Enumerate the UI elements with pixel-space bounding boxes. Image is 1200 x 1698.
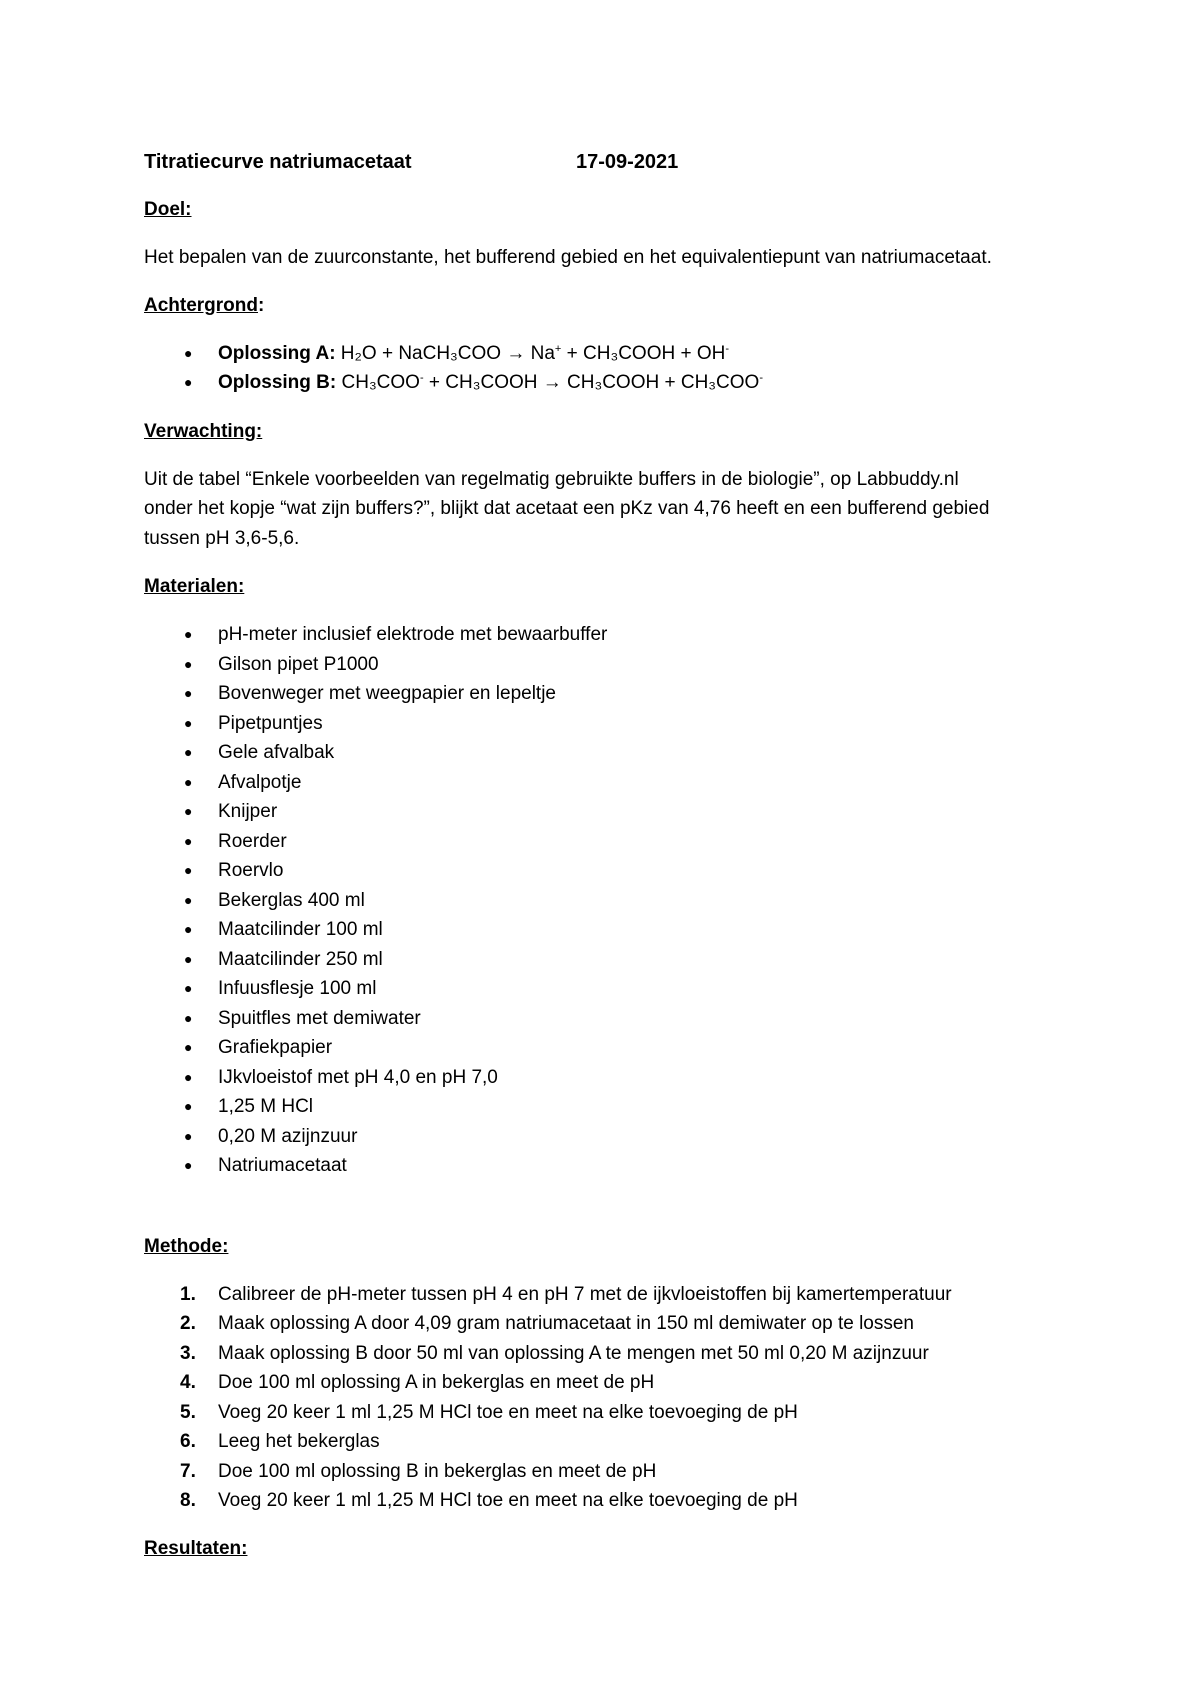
- reaction-b-equation: [342, 372, 764, 393]
- reaction-a-label: Oplossing A:: [218, 342, 341, 364]
- list-item: [144, 1457, 1064, 1487]
- material-item-label: Natriumacetaat: [218, 1155, 347, 1176]
- bullet-icon: ●: [184, 626, 193, 642]
- step-number: 1.: [180, 1283, 196, 1305]
- step-number: 6.: [180, 1431, 196, 1452]
- materialen-heading: Materialen:: [144, 576, 245, 597]
- material-item-label: Afvalpotje: [218, 771, 302, 793]
- material-item-label: 1,25 M HCl: [218, 1096, 314, 1117]
- step-number: 7.: [180, 1460, 196, 1482]
- bullet-icon: ●: [184, 921, 193, 937]
- bullet-icon: ●: [184, 1157, 193, 1173]
- document-title: Titratiecurve natriumacetaat: [144, 151, 412, 173]
- bullet-icon: ●: [184, 344, 193, 361]
- bullet-icon: ●: [184, 744, 193, 760]
- list-item: [144, 1486, 1064, 1516]
- list-item: [144, 1151, 1064, 1181]
- list-item: [144, 1092, 1064, 1122]
- reaction-a-part2: + CH₃COOH + OH: [561, 342, 726, 364]
- bullet-icon: ●: [184, 891, 193, 908]
- step-text: Doe 100 ml oplossing A in bekerglas en meet de pH: [218, 1372, 655, 1393]
- material-item-label: Knijper: [218, 801, 278, 822]
- material-item-label: Maatcilinder 250 ml: [218, 948, 383, 970]
- material-item-label: Bovenweger met weegpapier en lepeltje: [218, 683, 556, 704]
- bullet-icon: ●: [184, 950, 193, 967]
- achtergrond-colon: :: [258, 294, 265, 316]
- list-item: [144, 1309, 1064, 1339]
- reaction-b-part1: CH₃COO: [341, 372, 420, 393]
- step-text: Doe 100 ml oplossing B in bekerglas en meet de pH: [218, 1460, 657, 1482]
- step-number: 5.: [180, 1401, 196, 1423]
- materials-list: [144, 620, 1064, 1181]
- bullet-icon: ●: [184, 374, 193, 390]
- material-item-label: Grafiekpapier: [218, 1037, 333, 1058]
- document-date: 17-09-2021: [576, 151, 679, 173]
- reaction-a-charge1: +: [554, 342, 562, 355]
- bullet-icon: ●: [184, 1039, 193, 1055]
- document-page: [144, 148, 1064, 1563]
- list-item: [144, 1122, 1064, 1152]
- material-item-label: Maatcilinder 100 ml: [218, 919, 383, 940]
- bullet-icon: ●: [184, 1009, 193, 1026]
- verwachting-line-2: onder het kopje “wat zijn buffers?”, blijkt dat acetaat een pKz van 4,76 heeft en een bufferend gebied: [144, 498, 990, 519]
- achtergrond-heading: Achtergrond: [144, 294, 258, 316]
- list-item: [144, 339, 1064, 369]
- verwachting-heading: Verwachting:: [144, 420, 263, 442]
- reaction-b-charge1: -: [419, 372, 424, 384]
- bullet-icon: ●: [184, 685, 193, 701]
- list-item: [144, 738, 1064, 768]
- title-row: [144, 148, 1064, 176]
- step-text: Maak oplossing B door 50 ml van oplossing A te mengen met 50 ml 0,20 M azijnzuur: [218, 1342, 929, 1364]
- list-item: [144, 1004, 1064, 1034]
- reaction-b-charge2: -: [759, 372, 763, 384]
- bullet-icon: ●: [184, 1127, 193, 1144]
- doel-text: Het bepalen van de zuurconstante, het bufferend gebied en het equivalentiepunt van natriumacetaat.: [144, 247, 992, 268]
- verwachting-line-1: Uit de tabel “Enkele voorbeelden van regelmatig gebruikte buffers in de biologie”, op Labbuddy.nl: [144, 468, 959, 490]
- doel-heading: Doel:: [144, 199, 192, 220]
- material-item-label: Roervlo: [218, 860, 284, 881]
- achtergrond-heading-row: [144, 292, 1064, 320]
- list-item: [144, 768, 1064, 798]
- reaction-a-equation: [341, 343, 729, 364]
- bullet-icon: ●: [184, 714, 193, 731]
- step-number: 8.: [180, 1490, 196, 1511]
- material-item-label: Bekerglas 400 ml: [218, 889, 365, 911]
- step-text: Voeg 20 keer 1 ml 1,25 M HCl toe en meet na elke toevoeging de pH: [218, 1401, 798, 1423]
- list-item: [144, 1280, 1064, 1310]
- verwachting-line-3: tussen pH 3,6-5,6.: [144, 527, 300, 549]
- list-item: [144, 709, 1064, 739]
- bullet-icon: ●: [184, 773, 193, 790]
- material-item-label: Infuusflesje 100 ml: [218, 978, 377, 999]
- material-item-label: Spuitfles met demiwater: [218, 1007, 421, 1029]
- list-item: [144, 620, 1064, 650]
- material-item-label: Gilson pipet P1000: [218, 653, 379, 675]
- reaction-list: [144, 339, 1064, 398]
- list-item: [144, 1368, 1064, 1398]
- list-item: [144, 797, 1064, 827]
- material-item-label: Gele afvalbak: [218, 742, 335, 763]
- step-text: Leeg het bekerglas: [218, 1431, 380, 1452]
- material-item-label: 0,20 M azijnzuur: [218, 1125, 358, 1147]
- list-item: [144, 679, 1064, 709]
- step-text: Voeg 20 keer 1 ml 1,25 M HCl toe en meet na elke toevoeging de pH: [218, 1490, 798, 1511]
- list-item: [144, 1033, 1064, 1063]
- material-item-label: IJkvloeistof met pH 4,0 en pH 7,0: [218, 1066, 498, 1088]
- list-item: [144, 650, 1064, 680]
- material-item-label: pH-meter inclusief elektrode met bewaarbuffer: [218, 624, 608, 645]
- list-item: [144, 827, 1064, 857]
- reaction-b-label: Oplossing B:: [218, 372, 342, 393]
- step-number: 2.: [180, 1313, 196, 1334]
- list-item: [144, 1427, 1064, 1457]
- material-item-label: Pipetpuntjes: [218, 712, 323, 734]
- bullet-icon: ●: [184, 980, 193, 996]
- method-steps: [144, 1280, 1064, 1516]
- list-item: [144, 1339, 1064, 1369]
- list-item: [144, 368, 1064, 398]
- step-number: 3.: [180, 1342, 196, 1364]
- bullet-icon: ●: [184, 1068, 193, 1085]
- list-item: [144, 856, 1064, 886]
- step-text: Maak oplossing A door 4,09 gram natriumacetaat in 150 ml demiwater op te lossen: [218, 1313, 914, 1334]
- list-item: [144, 915, 1064, 945]
- material-item-label: Roerder: [218, 830, 287, 852]
- reaction-a-charge2: -: [725, 342, 730, 355]
- bullet-icon: ●: [184, 803, 193, 819]
- step-text: Calibreer de pH-meter tussen pH 4 en pH 7 met de ijkvloeistoffen bij kamertemperatuur: [218, 1283, 952, 1305]
- methode-heading: Methode:: [144, 1235, 229, 1257]
- list-item: [144, 974, 1064, 1004]
- list-item: [144, 886, 1064, 916]
- resultaten-heading: Resultaten:: [144, 1537, 248, 1559]
- list-item: [144, 1398, 1064, 1428]
- bullet-icon: ●: [184, 862, 193, 878]
- bullet-icon: ●: [184, 655, 193, 672]
- reaction-a-part1: H₂O + NaCH₃COO → Na: [340, 342, 555, 364]
- step-number: 4.: [180, 1372, 196, 1393]
- bullet-icon: ●: [184, 1098, 193, 1114]
- list-item: [144, 945, 1064, 975]
- list-item: [144, 1063, 1064, 1093]
- bullet-icon: ●: [184, 832, 193, 849]
- reaction-b-part2: + CH₃COOH → CH₃COOH + CH₃COO: [423, 372, 760, 393]
